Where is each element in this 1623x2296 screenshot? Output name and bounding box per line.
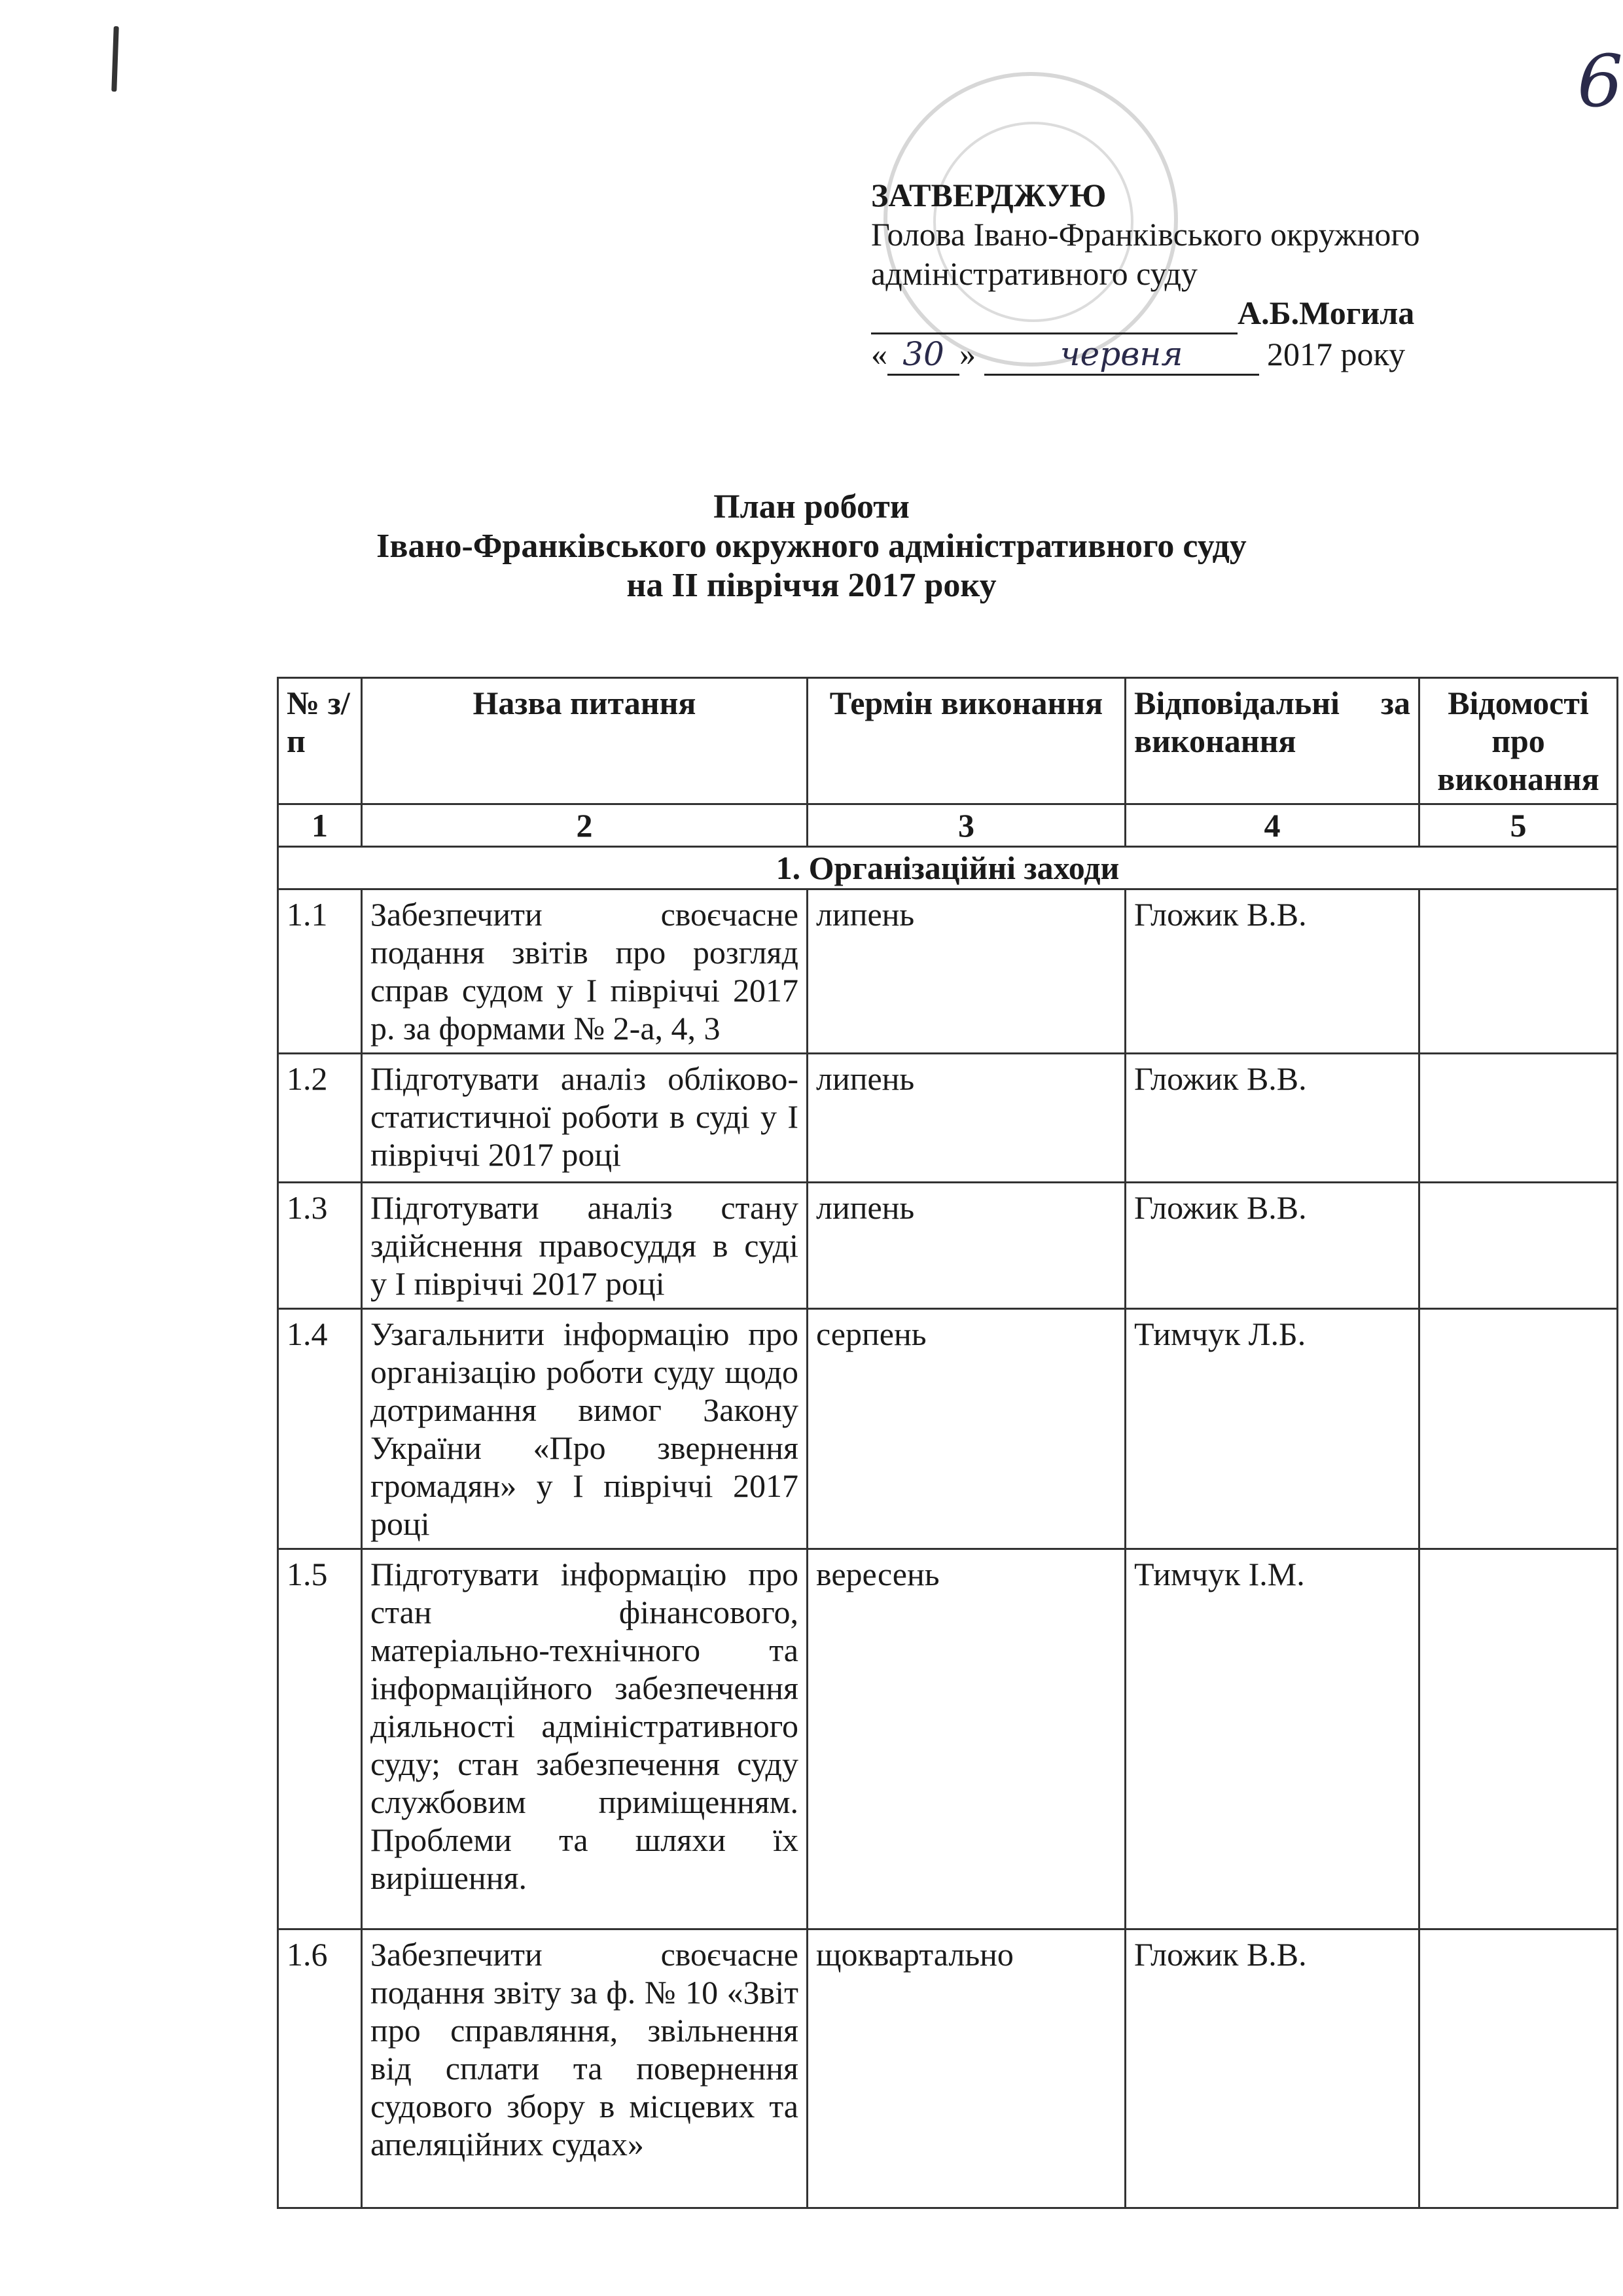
approval-position-1: Голова Івано-Франківського окружного <box>871 216 1420 253</box>
row-term: вересень <box>808 1549 1126 1929</box>
approval-heading: ЗАТВЕРДЖУЮ <box>871 177 1107 213</box>
row-status <box>1419 1183 1618 1309</box>
title-line-3: на ІІ півріччя 2017 року <box>626 567 997 604</box>
title-line-2: Івано-Франківського окружного адміністративного суду <box>376 528 1247 565</box>
approval-year: 2017 року <box>1267 336 1406 372</box>
row-responsible: Тимчук І.М. <box>1126 1549 1419 1929</box>
row-term: серпень <box>808 1309 1126 1549</box>
approver-name: А.Б.Могила <box>1238 295 1415 331</box>
column-number: 4 <box>1126 804 1419 847</box>
column-number-row <box>278 804 1618 847</box>
header-task: Назва питання <box>362 678 808 804</box>
document-title <box>0 488 1623 605</box>
title-line-1: План роботи <box>713 488 910 526</box>
handwritten-page-number: 6 <box>1577 39 1623 123</box>
row-responsible: Тимчук Л.Б. <box>1126 1309 1419 1549</box>
row-responsible: Гложик В.В. <box>1126 1183 1419 1309</box>
row-term: липень <box>808 1054 1126 1183</box>
handwritten-mark <box>111 26 118 92</box>
signature <box>871 293 1238 334</box>
row-task: Підготувати аналіз стану здійснення правосуддя в суді у І півріччі 2017 році <box>362 1183 808 1309</box>
column-number: 2 <box>362 804 808 847</box>
approval-day: 30 <box>887 334 959 376</box>
table-row <box>278 1929 1618 2208</box>
work-plan-table <box>277 677 1618 2209</box>
section-row <box>278 847 1618 889</box>
row-term: липень <box>808 1183 1126 1309</box>
column-number: 5 <box>1419 804 1618 847</box>
table-row <box>278 1549 1618 1929</box>
header-row <box>278 678 1618 804</box>
row-no: 1.4 <box>278 1309 362 1549</box>
header-status: Відомості про виконання <box>1419 678 1618 804</box>
row-task: Підготувати інформацію про стан фінансового, матеріально-технічного та інформаційного забезпечення діяльності адміністративного суду; стан забезпечення суду службовим приміщенням. Проблеми та шляхи їх вирішення. <box>362 1549 808 1929</box>
header-responsible: Відповідальні за виконання <box>1126 678 1419 804</box>
row-term: щоквартально <box>808 1929 1126 2208</box>
row-task: Забезпечити своєчасне подання звіту за ф. № 10 «Звіт про справляння, звільнення від сплати та повернення судового збору в місцевих та апеляційних судах» <box>362 1929 808 2208</box>
row-responsible: Гложик В.В. <box>1126 1054 1419 1183</box>
section-title: 1. Організаційні заходи <box>278 847 1618 889</box>
row-status <box>1419 1929 1618 2208</box>
header-no: № з/п <box>278 678 362 804</box>
approval-month: червня <box>984 334 1259 376</box>
column-number: 3 <box>808 804 1126 847</box>
row-no: 1.6 <box>278 1929 362 2208</box>
approval-block: ЗАТВЕРДЖУЮ Голова Івано-Франківського окружного адміністративного суду А.Б.Могила « 30 » червня 2017 року <box>871 175 1420 376</box>
row-term: липень <box>808 889 1126 1054</box>
row-responsible: Гложик В.В. <box>1126 889 1419 1054</box>
table-row <box>278 889 1618 1054</box>
row-status <box>1419 1054 1618 1183</box>
approval-position-2: адміністративного суду <box>871 255 1198 292</box>
row-status <box>1419 1549 1618 1929</box>
row-status <box>1419 1309 1618 1549</box>
row-no: 1.3 <box>278 1183 362 1309</box>
table-row <box>278 1054 1618 1183</box>
row-responsible: Гложик В.В. <box>1126 1929 1419 2208</box>
row-task: Забезпечити своєчасне подання звітів про розгляд справ судом у І півріччі 2017 р. за формами № 2-а, 4, 3 <box>362 889 808 1054</box>
row-no: 1.1 <box>278 889 362 1054</box>
row-task: Підготувати аналіз обліково-статистичної роботи в суді у І півріччі 2017 році <box>362 1054 808 1183</box>
row-task: Узагальнити інформацію про організацію роботи суду щодо дотримання вимог Закону України «Про звернення громадян» у І півріччі 2017 році <box>362 1309 808 1549</box>
row-no: 1.2 <box>278 1054 362 1183</box>
table-row <box>278 1183 1618 1309</box>
column-number: 1 <box>278 804 362 847</box>
row-no: 1.5 <box>278 1549 362 1929</box>
row-status <box>1419 889 1618 1054</box>
header-term: Термін виконання <box>808 678 1126 804</box>
table-row <box>278 1309 1618 1549</box>
